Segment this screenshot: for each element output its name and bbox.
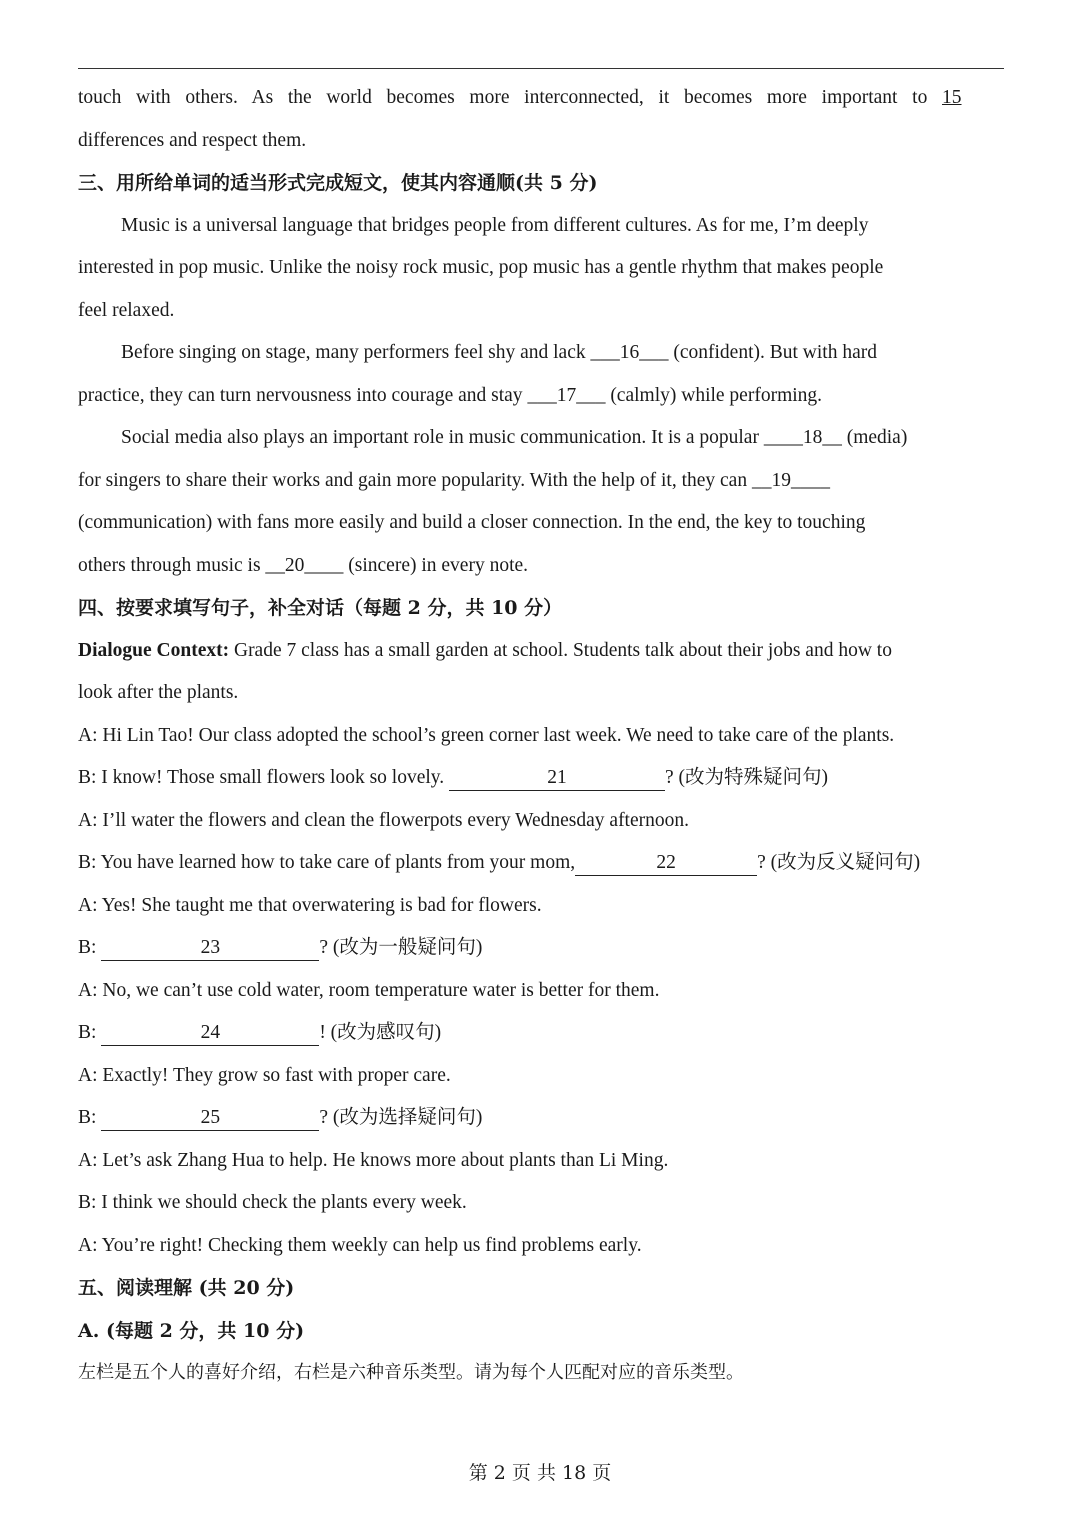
section-3-heading: 三、用所给单词的适当形式完成短文，使其内容通顺(共 5 分) [78,172,598,194]
section-5-heading: 五、阅读理解 (共 20 分) [78,1277,295,1299]
page-content [78,77,1004,1395]
s3-p2-line-2: practice, they can turn nervousness into courage and stay ___17___ (calmly) while performing. [78,384,823,406]
blank-23[interactable]: 23 [101,936,319,961]
s3-p3-line-1: Social media also plays an important role in music communication. It is a popular ____18__ (media) [121,427,908,448]
s3-p3-line-3: (communication) with fans more easily and build a closer connection. In the end, the key to touching [78,512,866,533]
dialogue-context-line-1: Dialogue Context: Grade 7 class has a small garden at school. Students talk about their jobs and how to [78,639,892,661]
s3-p1-line-2: interested in pop music. Unlike the noisy rock music, pop music has a gentle rhythm that makes people [78,257,884,278]
carryover-line-1: touch with others. As the world becomes more interconnected, it becomes more important to 15 [78,77,1004,120]
dialogue-line-3: A: I’ll water the flowers and clean the flowerpots every Wednesday afternoon. [78,809,690,831]
s3-p2-line-1: Before singing on stage, many performers feel shy and lack ___16___ (confident). But with hard [121,342,877,363]
blank-22[interactable]: 22 [575,851,757,876]
blank-18[interactable]: ____18__ [763,427,842,448]
blank-20[interactable]: __20____ [265,554,344,576]
s3-p3-line-2: for singers to share their works and gain more popularity. With the help of it, they can __19____ [78,469,830,491]
blank-19[interactable]: __19____ [751,469,830,491]
blank-15[interactable]: 15 [942,87,962,108]
carryover-line-2: differences and respect them. [78,129,307,151]
dialogue-line-9: A: Exactly! They grow so fast with proper care. [78,1064,451,1086]
blank-17[interactable]: ___17___ [527,384,606,406]
s3-p3-line-4: others through music is __20____ (sincere) in every note. [78,554,529,576]
s3-p1-line-1: Music is a universal language that bridges people from different cultures. As for me, I’m deeply [121,214,869,236]
dialogue-context-label: Dialogue Context: [78,639,230,661]
dialogue-line-10: B: 25 ? (改为选择疑问句) [78,1097,1004,1140]
dialogue-line-4: B: You have learned how to take care of plants from your mom, 22 ? (改为反义疑问句) [78,842,1004,885]
dialogue-line-7: A: No, we can’t use cold water, room temperature water is better for them. [78,979,660,1001]
dialogue-line-5: A: Yes! She taught me that overwatering is bad for flowers. [78,894,542,916]
dialogue-line-8: B: 24 ! (改为感叹句) [78,1012,1004,1055]
dialogue-line-13: A: You’re right! Checking them weekly can help us find problems early. [78,1234,642,1256]
dialogue-line-2: B: I know! Those small flowers look so lovely. 21 ? (改为特殊疑问句) [78,757,1004,800]
s3-p1-line-3: feel relaxed. [78,299,175,321]
section-4-heading: 四、按要求填写句子，补全对话（每题 2 分，共 10 分） [78,597,563,619]
header-rule [78,68,1004,69]
blank-24[interactable]: 24 [101,1021,319,1046]
page-footer: 第 2 页 共 18 页 [468,1462,612,1484]
blank-16[interactable]: ___16___ [590,342,669,363]
blank-25[interactable]: 25 [101,1106,319,1131]
dialogue-context-line-2: look after the plants. [78,682,239,703]
dialogue-line-1: A: Hi Lin Tao! Our class adopted the school’s green corner last week. We need to take care of the plants. [78,724,895,746]
dialogue-line-12: B: I think we should check the plants every week. [78,1192,467,1213]
section-5a-instruction: 左栏是五个人的喜好介绍，右栏是六种音乐类型。请为每个人匹配对应的音乐类型。 [78,1362,744,1383]
section-5a-heading: A. (每题 2 分，共 10 分) [78,1319,305,1342]
dialogue-line-11: A: Let’s ask Zhang Hua to help. He knows more about plants than Li Ming. [78,1149,669,1171]
blank-21[interactable]: 21 [449,766,665,791]
dialogue-line-6: B: 23 ? (改为一般疑问句) [78,927,1004,970]
